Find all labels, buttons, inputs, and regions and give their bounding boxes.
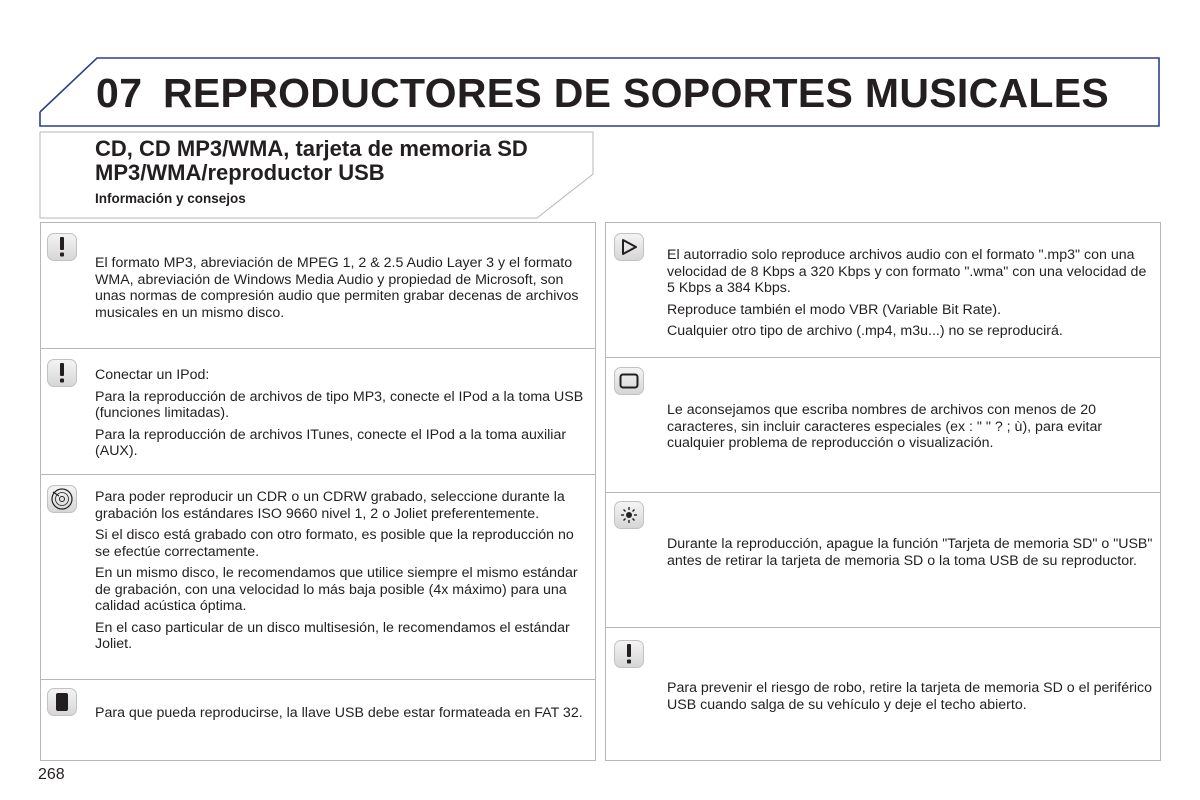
paragraph: Cualquier otro tipo de archivo (.mp4, m3u...) no se reproducirá. — [667, 323, 1063, 339]
paragraph: En un mismo disco, le recomendamos que utilice siempre el mismo estándar de grabación, con una velocidad lo más baja posible (4x máximo) para una calidad acústica óptima. — [95, 565, 578, 614]
info-item-text — [667, 247, 1155, 345]
paragraph: Si el disco está grabado con otro formato, es posible que la reproducción no se efectúe correctamente. — [95, 527, 574, 560]
info-item-text — [95, 489, 585, 658]
info-item-text — [95, 367, 585, 465]
info-item-cdr — [41, 475, 595, 680]
paragraph: Conectar un IPod: — [95, 367, 210, 383]
info-item-text — [95, 255, 585, 326]
info-item-formats — [606, 223, 1160, 358]
info-item-usb-format — [41, 680, 595, 762]
paragraph: Reproduce también el modo VBR (Variable Bit Rate). — [667, 301, 1002, 318]
tip-icon — [614, 501, 644, 529]
paragraph: Para la reproducción de archivos de tipo MP3, conecte el IPod a la toma USB (funciones limitadas). — [95, 388, 584, 421]
info-item-theft — [606, 628, 1160, 762]
paragraph: Le aconsejamos que escriba nombres de archivos con menos de 20 caracteres, sin incluir caracteres especiales (ex : " " ? ; ù), para evitar cualquier problema de reproducción o visualización. — [667, 402, 1103, 451]
chapter-title: REPRODUCTORES DE SOPORTES MUSICALES — [163, 70, 1110, 116]
exclamation-icon — [47, 233, 77, 261]
paragraph: El autorradio solo reproduce archivos audio con el formato ".mp3" con una velocidad de 8 Kbps a 320 Kbps y con formato ".wma" con una velocidad de 5 Kbps a 384 Kbps. — [667, 247, 1147, 296]
info-item-filenames — [606, 358, 1160, 493]
exclamation-icon — [47, 359, 77, 387]
exclamation-icon — [614, 640, 644, 668]
usb-key-icon — [47, 688, 77, 716]
info-item-ipod — [41, 349, 595, 475]
info-item-mp3-wma — [41, 223, 595, 349]
info-item-removal — [606, 493, 1160, 628]
paragraph: Para la reproducción de archivos ITunes, conecte el IPod a la toma auxiliar (AUX). — [95, 426, 567, 459]
paragraph: El formato MP3, abreviación de MPEG 1, 2 & 2.5 Audio Layer 3 y el formato WMA, abreviación de Windows Media Audio y propiedad de Microsoft, son unas normas de compresión audio que permiten grabar decenas de archivos musicales en un mismo disco. — [95, 255, 579, 321]
right-info-panel — [605, 222, 1161, 761]
paragraph: Para poder reproducir un CDR o un CDRW grabado, seleccione durante la grabación los estándares ISO 9660 nivel 1, 2 o Joliet preferentemente. — [95, 489, 565, 522]
page-number: 268 — [38, 766, 65, 783]
left-info-panel — [40, 222, 596, 761]
chapter-number: 07 — [96, 70, 143, 116]
section-subtitle: Información y consejos — [95, 191, 246, 206]
info-item-text — [667, 402, 1155, 457]
screen-icon — [614, 367, 644, 395]
play-icon — [614, 233, 644, 261]
paragraph: En el caso particular de un disco multisesión, le recomendamos el estándar Joliet. — [95, 619, 570, 652]
section-title: CD, CD MP3/WMA, tarjeta de memoria SD MP3/WMA/reproductor USB — [95, 136, 528, 185]
info-item-text — [667, 536, 1155, 574]
info-item-text — [667, 680, 1155, 718]
info-item-text — [95, 705, 585, 727]
paragraph: Durante la reproducción, apague la función "Tarjeta de memoria SD" o "USB" antes de retirar la tarjeta de memoria SD o la toma USB de su reproductor. — [667, 536, 1153, 569]
paragraph: Para que pueda reproducirse, la llave USB debe estar formateada en FAT 32. — [95, 705, 583, 721]
paragraph: Para prevenir el riesgo de robo, retire la tarjeta de memoria SD o el periférico USB cuando salga de su vehículo y deje el techo abierto. — [667, 680, 1152, 713]
disc-icon — [47, 485, 77, 513]
